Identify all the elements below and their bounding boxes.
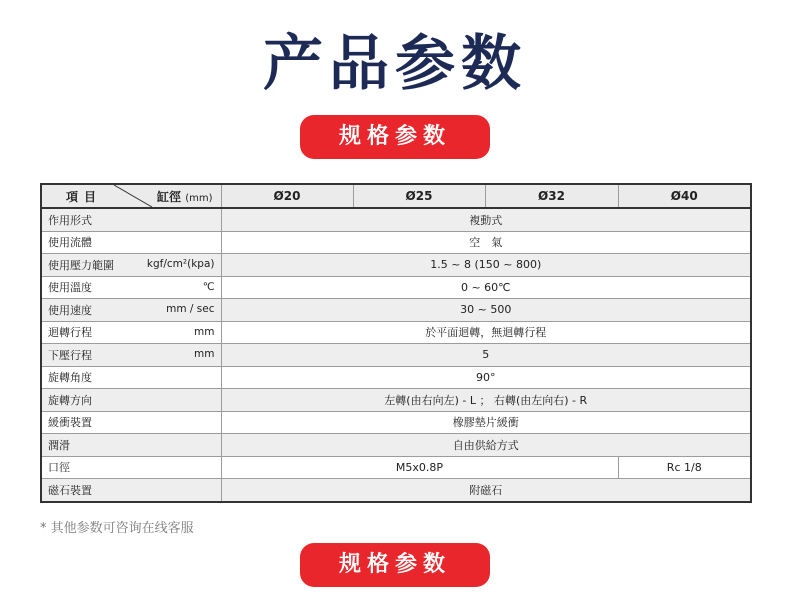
table-row: [41, 434, 751, 457]
row-label: 潤滑: [41, 434, 221, 457]
port-value-large: Rc 1/8: [618, 456, 751, 479]
size-header-32: Ø32: [485, 184, 618, 208]
table-row: [41, 411, 751, 434]
row-value: 30 ~ 500: [221, 299, 751, 322]
table-row: [41, 231, 751, 254]
row-value: 複動式: [221, 208, 751, 231]
row-label: 使用壓力範圍 kgf/cm²(kpa): [41, 254, 221, 277]
table-row-magnet: [41, 479, 751, 502]
table-row: [41, 344, 751, 367]
row-label: 使用溫度 ℃: [41, 276, 221, 299]
row-label: 口徑: [41, 456, 221, 479]
row-label: 作用形式: [41, 208, 221, 231]
table-row: [41, 321, 751, 344]
header-corner: [41, 184, 221, 208]
row-label: 旋轉角度: [41, 366, 221, 389]
table-row-port: [41, 456, 751, 479]
row-value: 0 ~ 60℃: [221, 276, 751, 299]
row-label: 使用速度 mm / sec: [41, 299, 221, 322]
row-value: 左轉(由右向左) - L ； 右轉(由左向右) - R: [221, 389, 751, 412]
row-label: 旋轉方向: [41, 389, 221, 412]
row-value: 空 氣: [221, 231, 751, 254]
table-row: [41, 254, 751, 277]
table-row: [41, 366, 751, 389]
size-header-25: Ø25: [353, 184, 485, 208]
row-label: 使用流體: [41, 231, 221, 254]
header-item-label: 項目: [66, 190, 103, 204]
spec-table: [40, 183, 752, 503]
row-label: 迴轉行程 mm: [41, 321, 221, 344]
row-value: 自由供給方式: [221, 434, 751, 457]
table-row: [41, 299, 751, 322]
row-label: 緩衝裝置: [41, 411, 221, 434]
row-value: 於平面迴轉，無迴轉行程: [221, 321, 751, 344]
spec-badge-top: 规格参数: [300, 115, 490, 159]
size-header-20: Ø20: [221, 184, 353, 208]
row-label: 磁石裝置: [41, 479, 221, 502]
table-row: [41, 276, 751, 299]
footnote: * 其他参数可咨询在线客服: [40, 521, 194, 536]
row-value: 5: [221, 344, 751, 367]
row-value: 橡膠墊片緩衝: [221, 411, 751, 434]
header-bore-label: 缸徑 (mm): [157, 190, 213, 204]
page-title: 产品参数: [263, 29, 527, 99]
row-label: 下壓行程 mm: [41, 344, 221, 367]
row-value: 90°: [221, 366, 751, 389]
port-value-small: M5x0.8P: [221, 456, 618, 479]
row-value: 附磁石: [221, 479, 751, 502]
table-row: [41, 208, 751, 231]
size-header-40: Ø40: [618, 184, 751, 208]
row-value: 1.5 ~ 8 (150 ~ 800): [221, 254, 751, 277]
table-header-row: [41, 184, 751, 208]
spec-badge-bottom: 规格参数: [300, 543, 490, 587]
table-row: [41, 389, 751, 412]
